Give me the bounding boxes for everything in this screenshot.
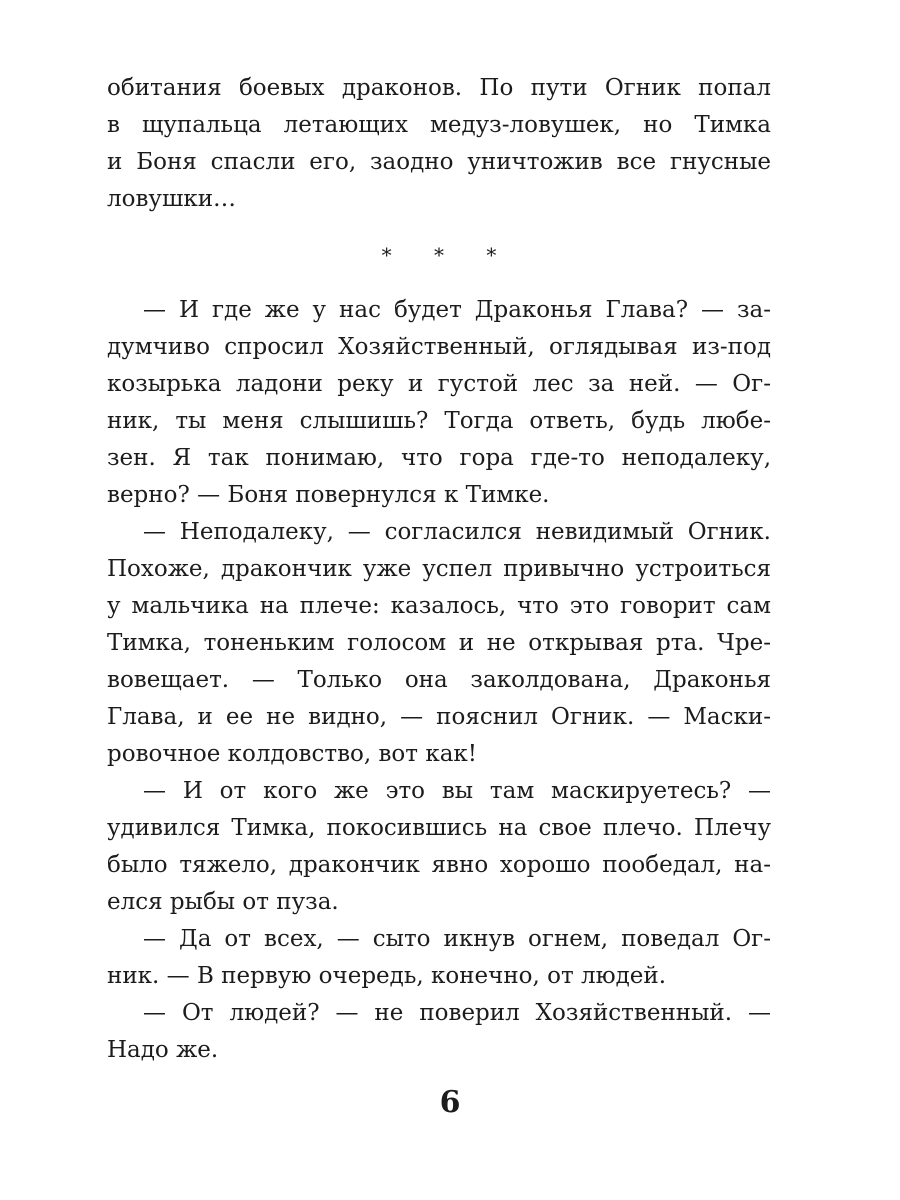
- text-line: Похоже, дракончик уже успел привычно устроиться: [107, 556, 771, 582]
- page-number: 6: [439, 1085, 461, 1120]
- page-body: [107, 70, 771, 1069]
- paragraph: [107, 70, 771, 218]
- text-line: — От людей? — не поверил Хозяйственный. —: [143, 1000, 771, 1026]
- text-line: ровочное колдовство, вот как!: [107, 741, 478, 767]
- text-line: Тимка, тоненьким голосом и не открывая рта. Чре-: [107, 630, 771, 656]
- dialogue-paragraph: [107, 514, 771, 773]
- text-line: — И от кого же это вы там маскируетесь? —: [143, 778, 771, 804]
- text-line: Надо же.: [107, 1037, 219, 1063]
- text-line: — Да от всех, — сыто икнув огнем, поведал Ог-: [143, 926, 771, 952]
- dialogue-paragraph: [107, 773, 771, 921]
- text-line: и Боня спасли его, заодно уничтожив все гнусные: [107, 149, 771, 175]
- text-line: козырька ладони реку и густой лес за ней. — Ог-: [107, 371, 771, 397]
- text-line: обитания боевых драконов. По пути Огник попал: [107, 75, 771, 101]
- section-separator: * * *: [381, 243, 515, 267]
- text-line: Глава, и ее не видно, — пояснил Огник. — Маски-: [107, 704, 771, 730]
- text-line: ловушки…: [107, 186, 237, 212]
- text-line: в щупальца летающих медуз-ловушек, но Тимка: [107, 112, 771, 138]
- text-line: у мальчика на плече: казалось, что это говорит сам: [107, 593, 771, 619]
- text-line: ник. — В первую очередь, конечно, от людей.: [107, 963, 667, 989]
- dialogue-paragraph: [107, 995, 771, 1069]
- text-line: зен. Я так понимаю, что гора где-то неподалеку,: [107, 445, 771, 471]
- text-line: вовещает. — Только она заколдована, Драконья: [107, 667, 771, 693]
- dialogue-paragraph: [107, 292, 771, 514]
- text-line: думчиво спросил Хозяйственный, оглядывая из-под: [107, 334, 771, 360]
- text-line: верно? — Боня повернулся к Тимке.: [107, 482, 550, 508]
- text-line: — Неподалеку, — согласился невидимый Огник.: [143, 519, 771, 545]
- dialogue-paragraph: [107, 921, 771, 995]
- text-line: было тяжело, дракончик явно хорошо пообедал, на-: [107, 852, 771, 878]
- text-line: — И где же у нас будет Драконья Глава? — за-: [143, 297, 771, 323]
- text-line: удивился Тимка, покосившись на свое плечо. Плечу: [107, 815, 771, 841]
- text-line: ник, ты меня слышишь? Тогда ответь, будь любе-: [107, 408, 771, 434]
- text-line: елся рыбы от пуза.: [107, 889, 339, 915]
